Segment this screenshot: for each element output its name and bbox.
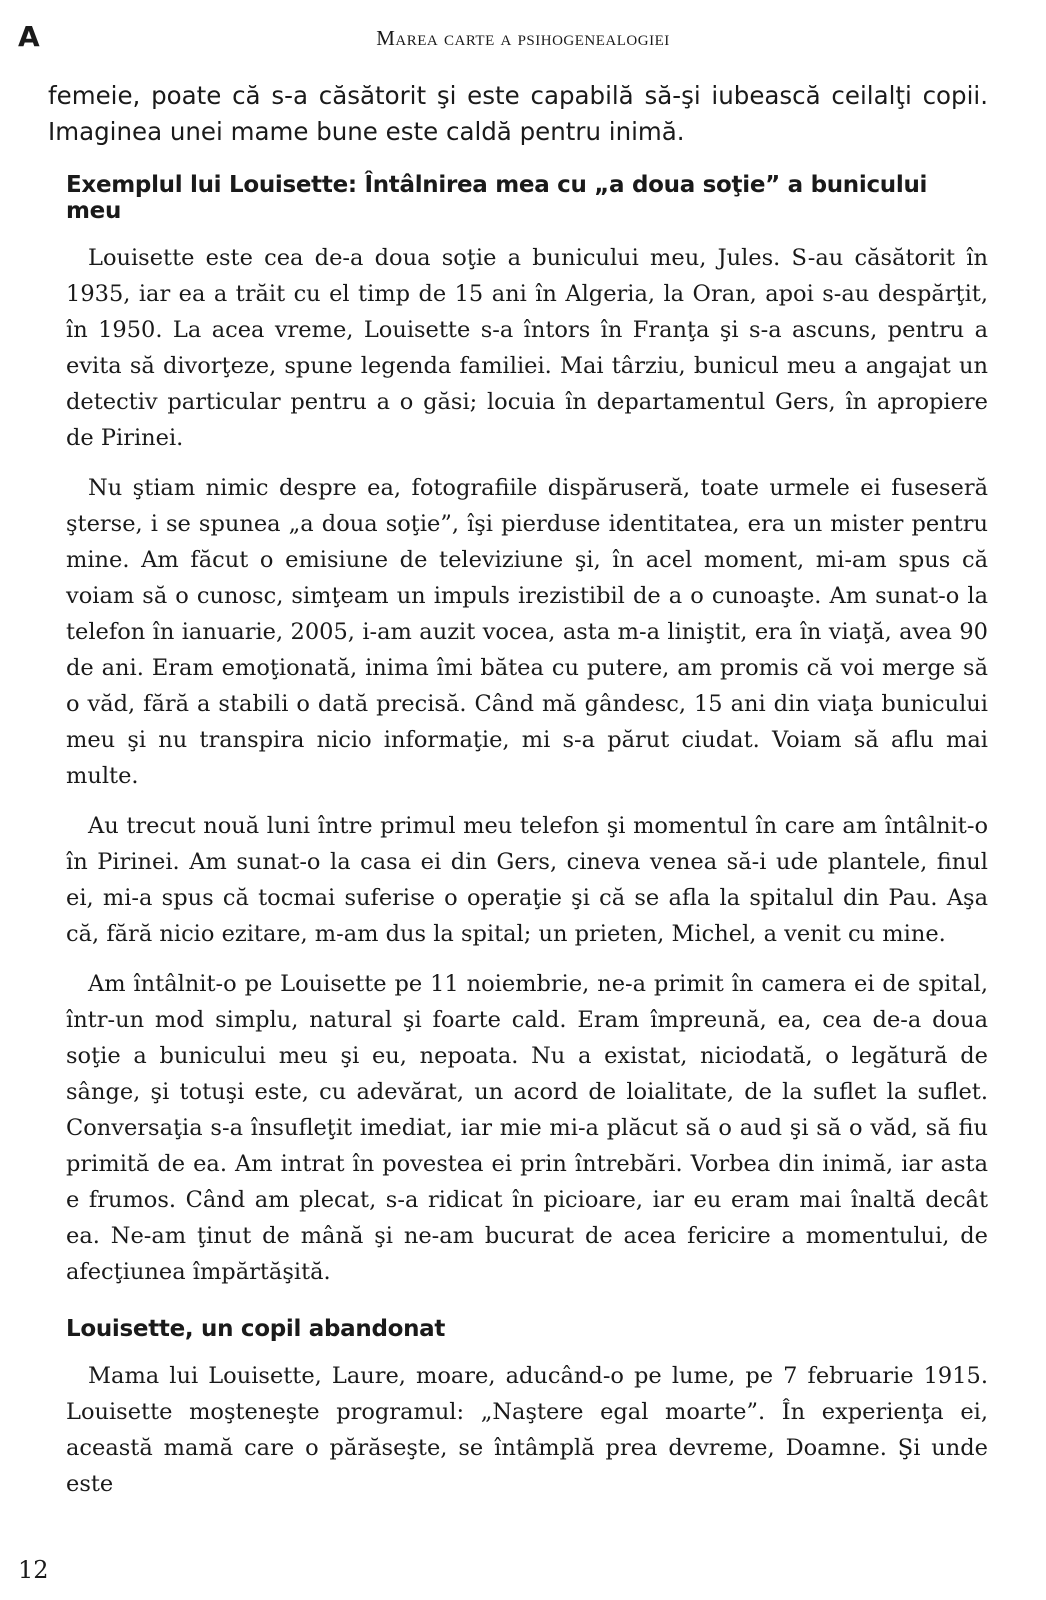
body-paragraph: Nu ştiam nimic despre ea, fotografiile dispăruseră, toate urmele ei fuseseră şterse, i se spunea „a doua soţie”, îşi pierduse identitatea, era un mister pentru mine. Am făcut o emisiune de televiziune şi, în acel moment, mi-am spus că voiam să o cunosc, simţeam un impuls irezistibil de a o cunoaşte. Am sunat-o la telefon în ianuarie, 2005, i-am auzit vocea, asta m-a liniştit, era în viaţă, avea 90 de ani. Eram emoţionată, inima îmi bătea cu putere, am promis că voi merge să o văd, fără a stabili o dată precisă. Când mă gândesc, 15 ani din viaţa bunicului meu şi nu transpira nicio informaţie, mi s-a părut ciudat. Voiam să aflu mai multe. xyxy=(66,475,988,789)
body-paragraph: Am întâlnit-o pe Louisette pe 11 noiembrie, ne-a primit în camera ei de spital, într-un mod simplu, natural şi foarte cald. Eram împreună, ea, cea de-a doua soţie a bunicului meu şi eu, nepoata. Nu a existat, niciodată, o legătură de sânge, şi totuşi este, cu adevărat, un acord de loialitate, de la suflet la suflet. Conversaţia s-a însufleţit imediat, iar mie mi-a plăcut să o aud şi să o văd, să fiu primită de ea. Am intrat în povestea ei prin întrebări. Vorbea din inimă, iar asta e frumos. Când am plecat, s-a ridicat în picioare, iar eu eram mai înaltă decât ea. Ne-am ţinut de mână şi ne-am bucurat de acea fericire a momentului, de afecţiunea împărtăşită. xyxy=(66,971,988,1285)
page-number: 12 xyxy=(18,1556,49,1584)
section-heading: Exemplul lui Louisette: Întâlnirea mea cu „a doua soţie” a bunicului meu xyxy=(66,172,928,224)
running-header-title: Marea carte a psihogenealogiei xyxy=(376,26,670,50)
section-heading: Louisette, un copil abandonat xyxy=(66,1316,446,1342)
body-paragraph: Louisette este cea de-a doua soţie a bunicului meu, Jules. S-au căsătorit în 1935, iar ea a trăit cu el timp de 15 ani în Algeria, la Oran, apoi s-au despărţit, în 1950. La acea vreme, Louisette s-a întors în Franţa şi s-a ascuns, pentru a evita să divorţeze, spune legenda familiei. Mai târziu, bunicul meu a angajat un detectiv particular pentru a o găsi; locuia în departamentul Gers, în apropiere de Pirinei. xyxy=(66,245,988,451)
section-louisette-example xyxy=(66,172,988,1502)
lead-paragraph: femeie, poate că s-a căsătorit şi este capabilă să-şi iubească ceilalţi copii. Imaginea unei mame bune este caldă pentru inimă. xyxy=(48,81,988,146)
page-content xyxy=(48,78,988,1516)
section-letter: A xyxy=(18,20,40,53)
body-paragraph: Au trecut nouă luni între primul meu telefon şi momentul în care am întâlnit-o în Pirinei. Am sunat-o la casa ei din Gers, cineva venea să-i ude plantele, finul ei, mi-a spus că tocmai suferise o operaţie şi că se afla la spitalul din Pau. Aşa că, fără nicio ezitare, m-am dus la spital; un prieten, Michel, a venit cu mine. xyxy=(66,813,988,947)
body-paragraph: Mama lui Louisette, Laure, moare, aducând-o pe lume, pe 7 februarie 1915. Louisette moşteneşte programul: „Naştere egal moarte”. În experienţa ei, această mamă care o părăseşte, se întâmplă prea devreme, Doamne. Şi unde este xyxy=(66,1363,988,1497)
